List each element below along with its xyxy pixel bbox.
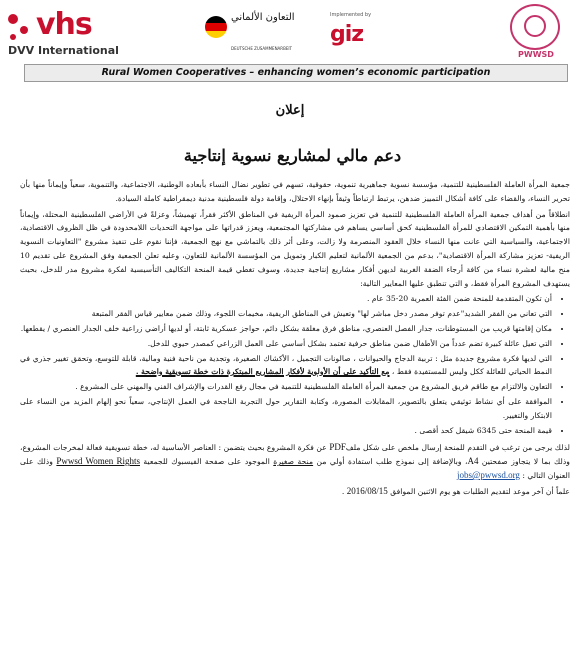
- vhs-logo: [8, 8, 158, 58]
- project-banner: Rural Women Cooperatives – enhancing women’s economic participation: [24, 64, 568, 82]
- notice-heading: إعلان: [275, 103, 305, 118]
- german-cooperation-logo: [205, 12, 315, 56]
- pwwsd-label: PWWSD: [518, 50, 554, 59]
- vhs-logo-text: vhs: [36, 7, 92, 42]
- page-title: دعم مالي لمشاريع نسوية إنتاجية: [183, 146, 402, 165]
- vhs-dot-icon: [20, 26, 28, 34]
- a4-label: A4: [467, 456, 479, 467]
- bmz-arabic-label: التعاون الألماني: [231, 12, 295, 23]
- announcement-body: [20, 178, 570, 501]
- facebook-page-link[interactable]: Pwwsd Women Rights: [56, 456, 140, 467]
- deadline-paragraph: علماً أن آخر موعد لتقديم الطلبات هو يوم الاثنين الموافق 2016/08/15 .: [341, 485, 570, 496]
- deadline-date: 2016/08/15: [346, 485, 388, 496]
- vhs-dot-icon: [10, 34, 16, 40]
- header: [0, 0, 585, 64]
- application-paragraph: لذلك يرجى من ترغب في التقدم للمنحة إرسال ملخص على شكل ملفPDF عن فكرة المشروع بحيث يتضمن : العناصر الأساسية له، خطة تسويقية فعالة لمخرجات المشروع، وذلك بما لا يتجاوز صفحتين A4، وبالإضافة إلى نموذج طلب استفادة أولي من منحة صغيرة الموجود على صفحة الفيسبوك للجمعية Pwwsd Women Rights وذلك على العنوان التالي : jobs@pwwsd.org: [20, 442, 571, 480]
- criteria-item: • التعاون والالتزام مع طاقم فريق المشروع من جمعية المرأة العاملة الفلسطينية للتنمية في مجال رفع القدرات والإشراف الفني والمهني على المشروع .: [20, 380, 552, 394]
- criteria-item: • قيمة المنحة حتى 6345 شيقل كحد أقصى .: [20, 424, 552, 438]
- vhs-subtitle: DVV International: [8, 44, 119, 57]
- pdf-label: PDF: [329, 442, 346, 453]
- criteria-item: [20, 352, 552, 380]
- vhs-dot-icon: [8, 14, 18, 24]
- giz-logo-text: giz: [330, 22, 364, 47]
- pwwsd-logo: [500, 4, 572, 62]
- criteria-item: • الموافقة على أي نشاط توثيقي يتعلق بالتصوير، المقابلات المصورة، وكتابة التقارير حول التجربة الناجحة في العمل الإنتاجي، سعياً نحو إلهام المزيد من النساء على الابتكار والتغيير.: [20, 395, 552, 423]
- goals-paragraph: انطلاقاً من أهداف جمعية المرأة العاملة الفلسطينية للتنمية في تعزيز صمود المرأة الريفية في المناطق الأكثر فقراً، تهميشاً، وعزلةً في الأراضي الفلسطينية المحتلة، وإيماناً منها بأهمية التمكين الاقتصادي للمرأة الفلسطينية كحق أساسي يساهم في مشاركتها المجتمعية، ويعزز قدراتها على مواجهة التحديات اللامحدودة في ظل الظروف الاقتصادية، الاجتماعية، والسياسية التي عانت منها النساء خلال العقود المنصرمة ولا زالت، وعلى أثر ذلك بالتماشي مع نهج الجمعية، فإننا نقوم على تنفيذ مشروع "التعاونيات النسوية الريفية- تعزيز مشاركة المرأة الاقتصادية"، بدعم من الجمعية الألمانية لتعليم الكبار وتمويل من المؤسسة الألمانية للتعاون، وعليه تعلن الجمعية وفق المشروع على تقديم 10 منح مالية لعشرة نساء من كافة أرجاء الضفة الغربية لديهن أفكار مشاريع إنتاجية جديدة، وسوف تغطي قيمة المنحة التكاليف التأسيسية لفكرة مشروع مدر للدخل، بحيث يستهدف المشروع المرأة فقط، و التي تنطبق عليها المعايير التالية:: [20, 209, 570, 288]
- priority-note: مع التأكيد على أن الأولوية لأفكار المشاريع المبتكرة ذات خطة تسويقية واضحة .: [135, 367, 390, 377]
- giz-logo: [330, 12, 390, 56]
- criteria-item: • مكان إقامتها قريب من المستوطنات، جدار الفصل العنصري، مناطق فرق مغلقة بشكل دائم، حواجز عسكرية ثابتة، أو لديها أراضي زراعية خلف الجدار العنصري / يقطعها.: [20, 322, 552, 336]
- german-flag-icon: [205, 16, 227, 38]
- giz-implemented-by: Implemented by: [330, 12, 372, 18]
- criteria-list: [20, 292, 570, 437]
- criteria-item: • التي تعاني من الفقر الشديد"عدم توفر مصدر دخل مباشر لها" وتعيش في المناطق الريفية، مخيمات اللجوء، وذلك ضمن معايير قياس الفقر المتبعة: [20, 307, 552, 321]
- criteria-item: • التي تعيل عائلة كبيرة تضم عدداً من الأطفال ضمن مناطق حرفية تعتمد بشكل أساسي على العمل الزراعي كمصدر حيوي للدخل.: [20, 337, 552, 351]
- criteria-item-text: التي لديها فكرة مشروع جديدة مثل : تربية الدجاج والحيوانات ، صالونات التجميل ، الأكشاك الصغيرة، وتجدية من ناحية فنية ومالية، قابلة للتوسع، وتحقق تغيير جذري في النمط الحياتي للعائلة ككل وليس للمستفيدة فقط ،: [20, 353, 552, 377]
- small-grant-link[interactable]: منحة صغيرة: [273, 457, 314, 467]
- pwwsd-emblem-icon: [510, 4, 560, 50]
- bmz-german-label: DEUTSCHE ZUSAMMENARBEIT: [231, 46, 292, 51]
- intro-paragraph: جمعية المرأة العاملة الفلسطينية للتنمية، مؤسسة نسوية جماهيرية تنموية، حقوقية، تسهم في تطوير نضال النساء بأبعاده الوطنية، الاجتماعية، والتنموية، سعياً وإيماناً منها بأن تحرير النساء، والقضاء على كافة أشكال التمييز ضدهن، يرتبط ارتباطاً وثيقاً بإنهاء الاحتلال، وإقامة دولة فلسطينية مدنية ديمقراطية كاملة السيادة.: [20, 180, 570, 203]
- email-link[interactable]: jobs@pwwsd.org: [457, 469, 520, 480]
- criteria-item: • أن تكون المتقدمة للمنحة ضمن الفئة العمرية 20-35 عام .: [20, 292, 552, 306]
